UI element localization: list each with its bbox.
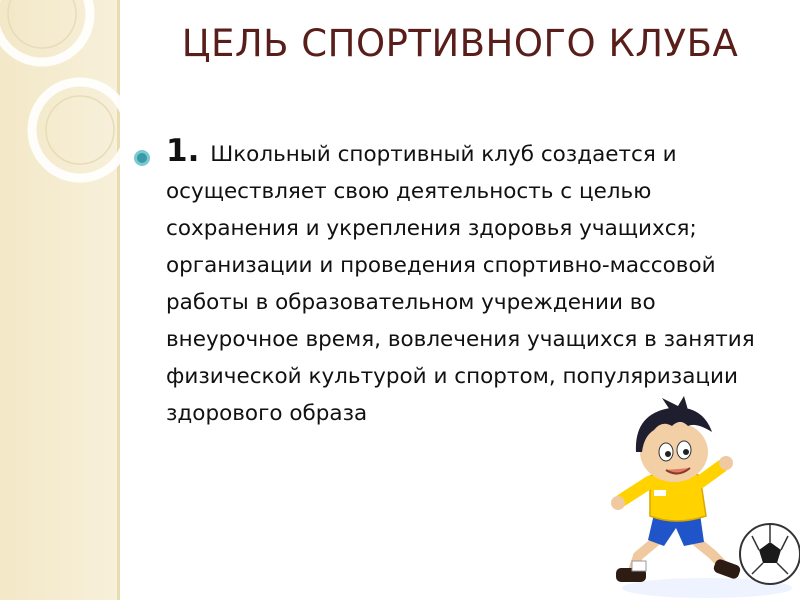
item-body: Школьный спортивный клуб создается и осуществляет свою деятельность с целью сохранения и укрепления здоровья учащихся; организации и проведения спортивно-массовой работы в образовательном учреждении во внеурочное время, вовлечения учащихся в занятия физической культурой и спортом, популяризации здорового образа <box>166 142 755 426</box>
cartoon-boy-soccer-icon <box>592 396 800 600</box>
list-item-text <box>166 133 776 432</box>
decorative-rings <box>0 0 140 600</box>
slide-title: ЦЕЛЬ СПОРТИВНОГО КЛУБА <box>181 22 739 65</box>
item-number: 1. <box>166 133 200 169</box>
bullet-icon <box>133 149 151 167</box>
